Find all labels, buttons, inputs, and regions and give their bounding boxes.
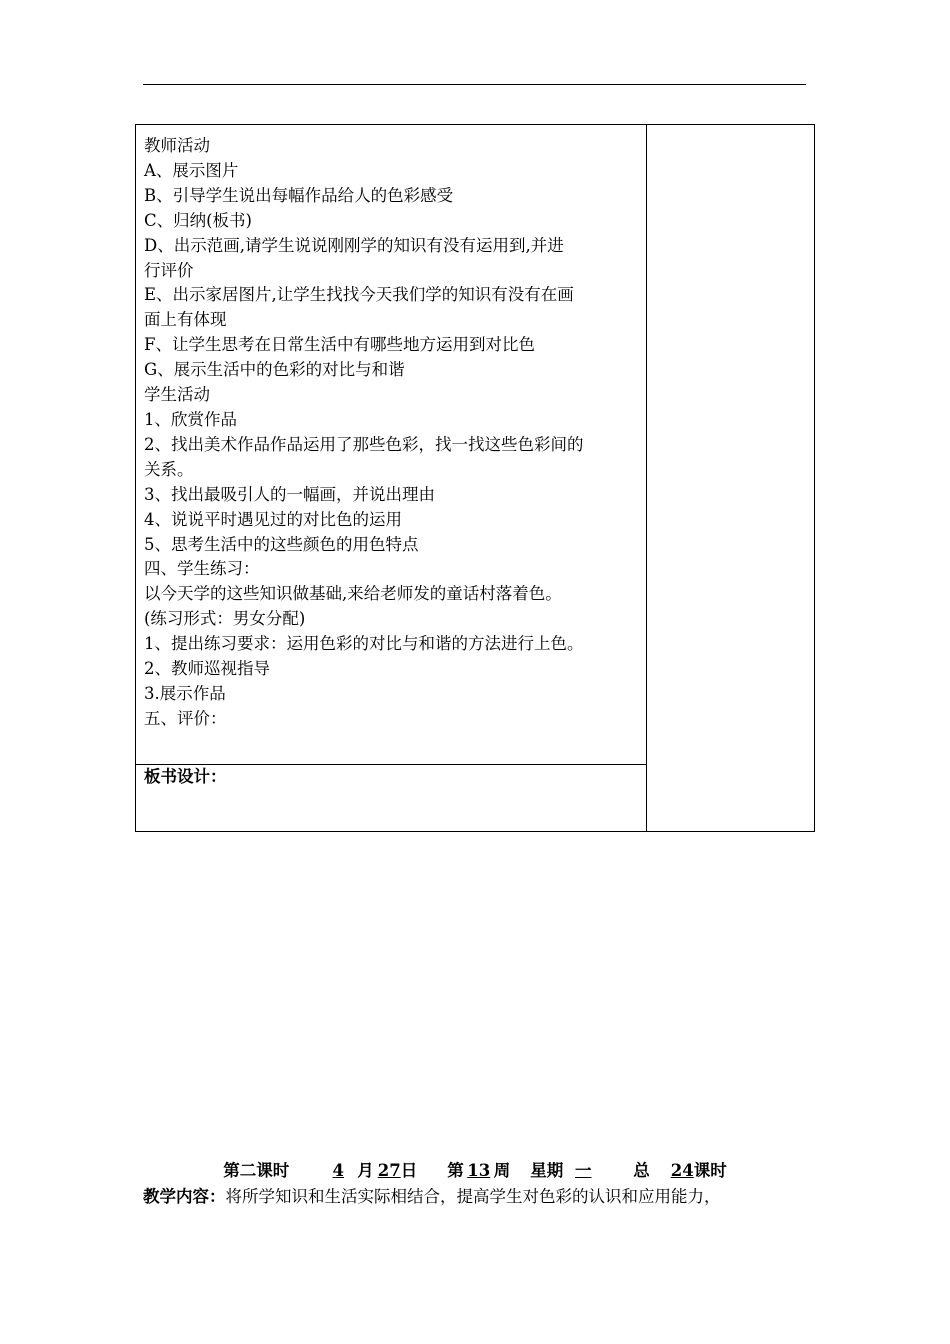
week-unit: 周 <box>493 1161 511 1180</box>
header-rule <box>143 84 806 85</box>
text-line: E、出示家居图片,让学生找找今天我们学的知识有没有在画 <box>144 285 574 305</box>
text-line: 四、学生练习： <box>144 559 260 579</box>
text-line: 教师活动 <box>144 136 210 155</box>
text-line: 1、提出练习要求：运用色彩的对比与和谐的方法进行上色。 <box>144 634 584 654</box>
weekday-label: 星期 <box>530 1161 564 1180</box>
text-line: 学生活动 <box>144 385 210 405</box>
total-value: 24 <box>670 1161 694 1180</box>
month-value: 4 <box>332 1161 344 1180</box>
text-line: F、让学生思考在日常生活中有哪些地方运用到对比色 <box>144 335 535 355</box>
week-prefix: 第 <box>447 1161 464 1180</box>
total-unit: 课时 <box>693 1161 727 1180</box>
lesson-plan-table <box>135 124 815 832</box>
teaching-content <box>143 1183 721 1207</box>
weekday-value: 一 <box>574 1161 592 1180</box>
text-line: 3.展示作品 <box>144 683 226 703</box>
text-line: 面上有体现 <box>144 310 227 330</box>
total-prefix: 总 <box>633 1161 650 1180</box>
day-value: 27 <box>377 1161 401 1180</box>
notes-cell <box>647 125 814 831</box>
day-unit: 日 <box>400 1161 418 1180</box>
text-line: 关系。 <box>144 459 194 479</box>
teaching-content-label: 教学内容： <box>143 1187 226 1206</box>
lesson-header <box>0 1157 950 1181</box>
text-line: 1、欣赏作品 <box>144 409 237 429</box>
text-line: 以今天学的这些知识做基础,来给老师发的童话村落着色。 <box>144 584 562 604</box>
text-line: 2、教师巡视指导 <box>144 659 270 679</box>
text-line: 行评价 <box>144 260 194 280</box>
text-line: 五、评价： <box>144 708 227 728</box>
activity-content-cell <box>144 134 644 732</box>
text-line: 3、找出最吸引人的一幅画，并说出理由 <box>144 484 435 504</box>
text-line: (练习形式：男女分配) <box>144 609 306 629</box>
text-line: A、展示图片 <box>144 160 239 180</box>
teaching-content-text: 将所学知识和生活实际相结合，提高学生对色彩的认识和应用能力， <box>225 1187 721 1206</box>
text-line: C、归纳(板书) <box>144 210 252 230</box>
text-line: B、引导学生说出每幅作品给人的色彩感受 <box>144 185 454 205</box>
week-value: 13 <box>467 1161 491 1180</box>
text-line: 2、找出美术作品作品运用了那些色彩，找一找这些色彩间的 <box>144 434 584 454</box>
text-line: G、展示生活中的色彩的对比与和谐 <box>144 360 405 380</box>
text-line: 5、思考生活中的这些颜色的用色特点 <box>144 534 419 554</box>
board-design-label: 板书设计： <box>144 767 227 786</box>
lesson-number: 第二课时 <box>223 1161 290 1180</box>
text-line: D、出示范画,请学生说说刚刚学的知识有没有运用到,并进 <box>144 235 564 255</box>
text-line: 4、说说平时遇见过的对比色的运用 <box>144 509 402 529</box>
month-unit: 月 <box>357 1161 374 1180</box>
